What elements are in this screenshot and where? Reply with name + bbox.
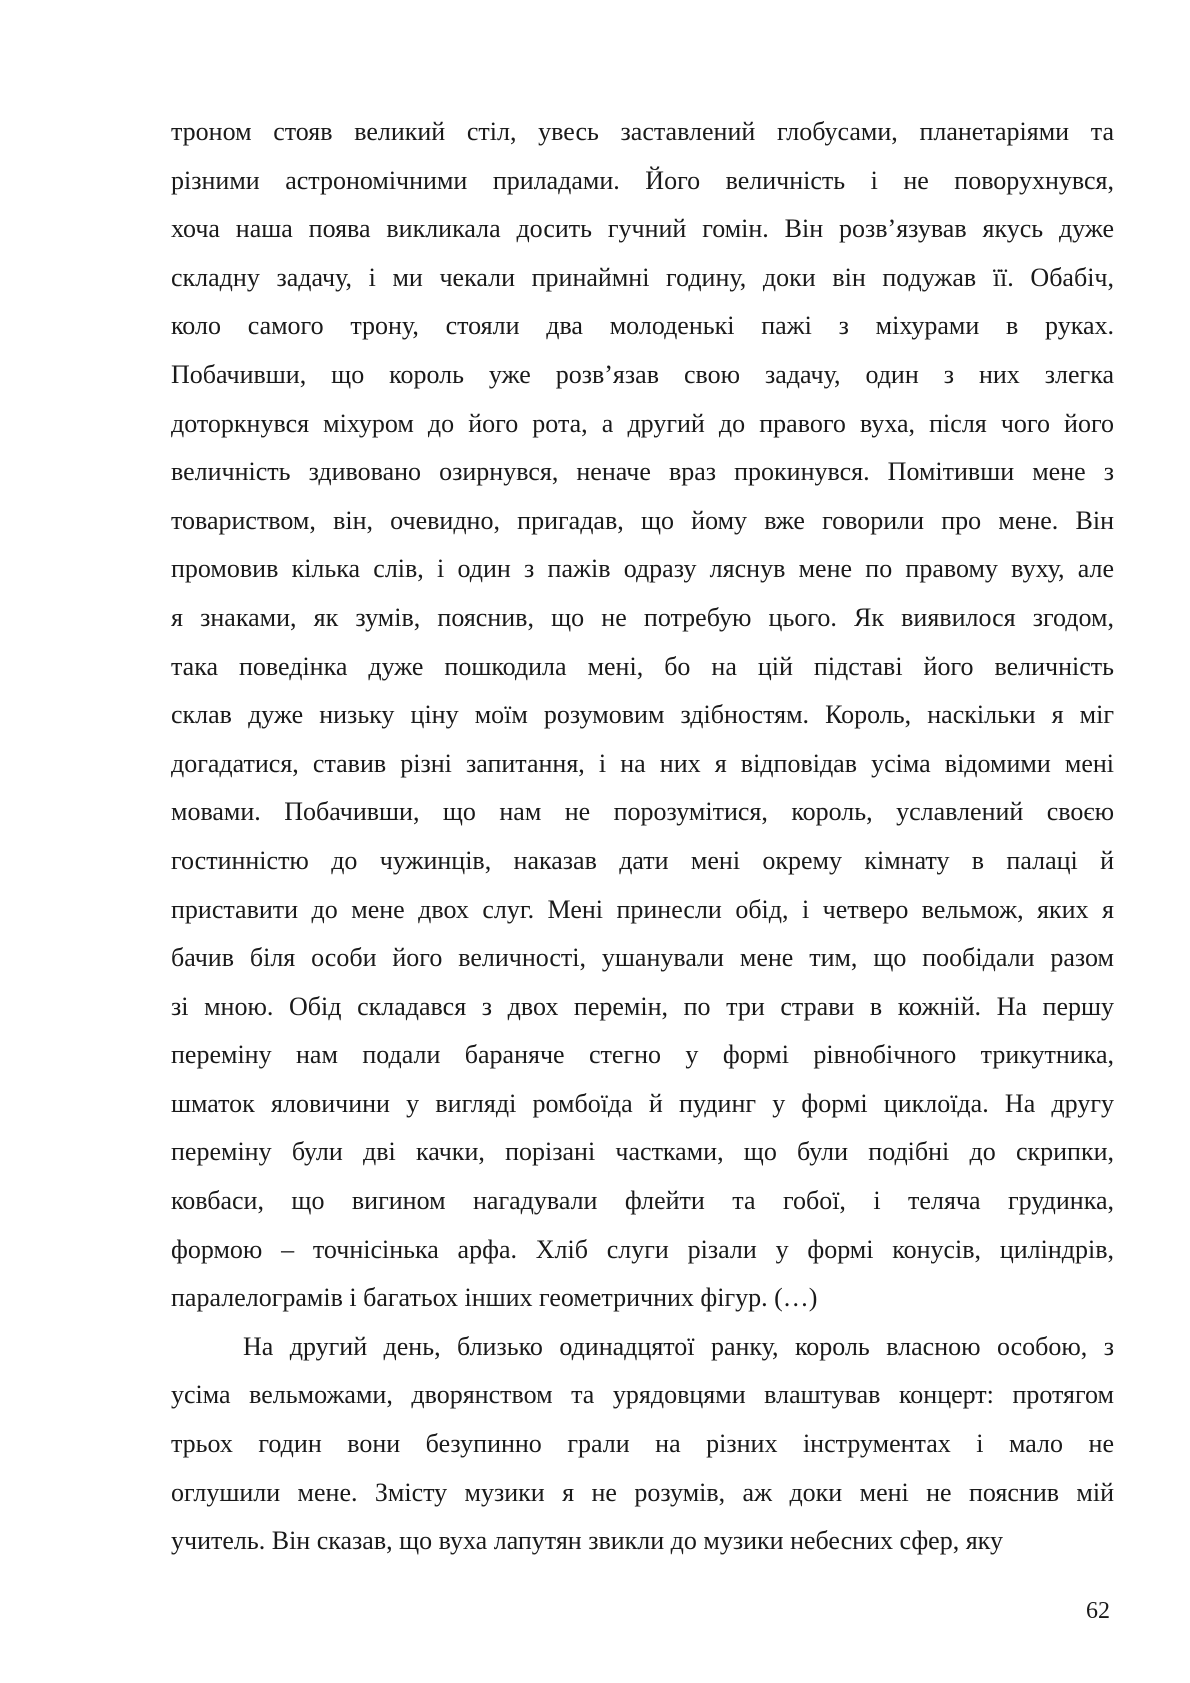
text-line: оглушили мене. Змісту музики я не розумів, аж доки мені не пояснив мій [171,1477,1114,1507]
text-line: догадатися, ставив різні запитання, і на них я відповідав усіма відомими мені [171,748,1114,778]
text-line: коло самого трону, стояли два молоденькі пажі з міхурами в руках. [171,311,1114,341]
text-line: мовами. Побачивши, що нам не порозумітися, король, уславлений своєю [171,797,1114,827]
text-line: приставити до мене двох слуг. Мені принесли обід, і четверо вельмож, яких я [171,894,1114,924]
text-line: зі мною. Обід складався з двох перемін, по три страви в кожній. На першу [171,991,1114,1021]
text-line: шматок яловичини у вигляді ромбоїда й пудинг у формі циклоїда. На другу [171,1088,1114,1118]
text-line: така поведінка дуже пошкодила мені, бо на цій підставі його величність [171,651,1114,681]
text-line: склав дуже низьку ціну моїм розумовим здібностям. Король, наскільки я міг [171,700,1114,730]
text-line: На другий день, близько одинадцятої ранку, король власною особою, з [243,1331,1114,1361]
text-line: доторкнувся міхуром до його рота, а другий до правого вуха, після чого його [171,408,1114,438]
text-line: усіма вельможами, дворянством та урядовцями влаштував концерт: протягом [171,1380,1114,1410]
text-line: ковбаси, що вигином нагадували флейти та гобої, і теляча грудинка, [171,1186,1114,1216]
text-line: учитель. Він сказав, що вуха лапутян звикли до музики небесних сфер, яку [171,1526,1003,1556]
text-line: хоча наша поява викликала досить гучний гомін. Він розв’язував якусь дуже [171,214,1114,244]
text-line: бачив біля особи його величності, ушанували мене тим, що пообідали разом [171,943,1114,973]
text-line: формою – точнісінька арфа. Хліб слуги різали у формі конусів, циліндрів, [171,1234,1114,1264]
text-line: товариством, він, очевидно, пригадав, що йому вже говорили про мене. Він [171,505,1114,535]
text-line: переміну нам подали бараняче стегно у формі рівнобічного трикутника, [171,1040,1114,1070]
text-line: гостинністю до чужинців, наказав дати мені окрему кімнату в палаці й [171,845,1114,875]
page-number: 62 [1086,1598,1110,1624]
text-line: Побачивши, що король уже розв’язав свою задачу, один з них злегка [171,359,1114,389]
paragraph [171,108,1114,1323]
body-text [171,108,1114,1566]
text-line: різними астрономічними приладами. Його величність і не поворухнувся, [171,165,1114,195]
text-line: трьох годин вони безупинно грали на різних інструментах і мало не [171,1429,1114,1459]
text-line: я знаками, як зумів, пояснив, що не потребую цього. Як виявилося згодом, [171,602,1114,632]
text-line: паралелограмів і багатьох інших геометричних фігур. (…) [171,1283,818,1313]
text-line: складну задачу, і ми чекали принаймні годину, доки він подужав її. Обабіч, [171,262,1114,292]
text-line: переміну були дві качки, порізані частками, що були подібні до скрипки, [171,1137,1114,1167]
text-line: троном стояв великий стіл, увесь заставлений глобусами, планетаріями та [171,117,1114,146]
text-line: промовив кілька слів, і один з пажів одразу ляснув мене по правому вуху, але [171,554,1114,584]
text-line: величність здивовано озирнувся, неначе враз прокинувся. Помітивши мене з [171,457,1114,487]
paragraph [171,1323,1114,1566]
